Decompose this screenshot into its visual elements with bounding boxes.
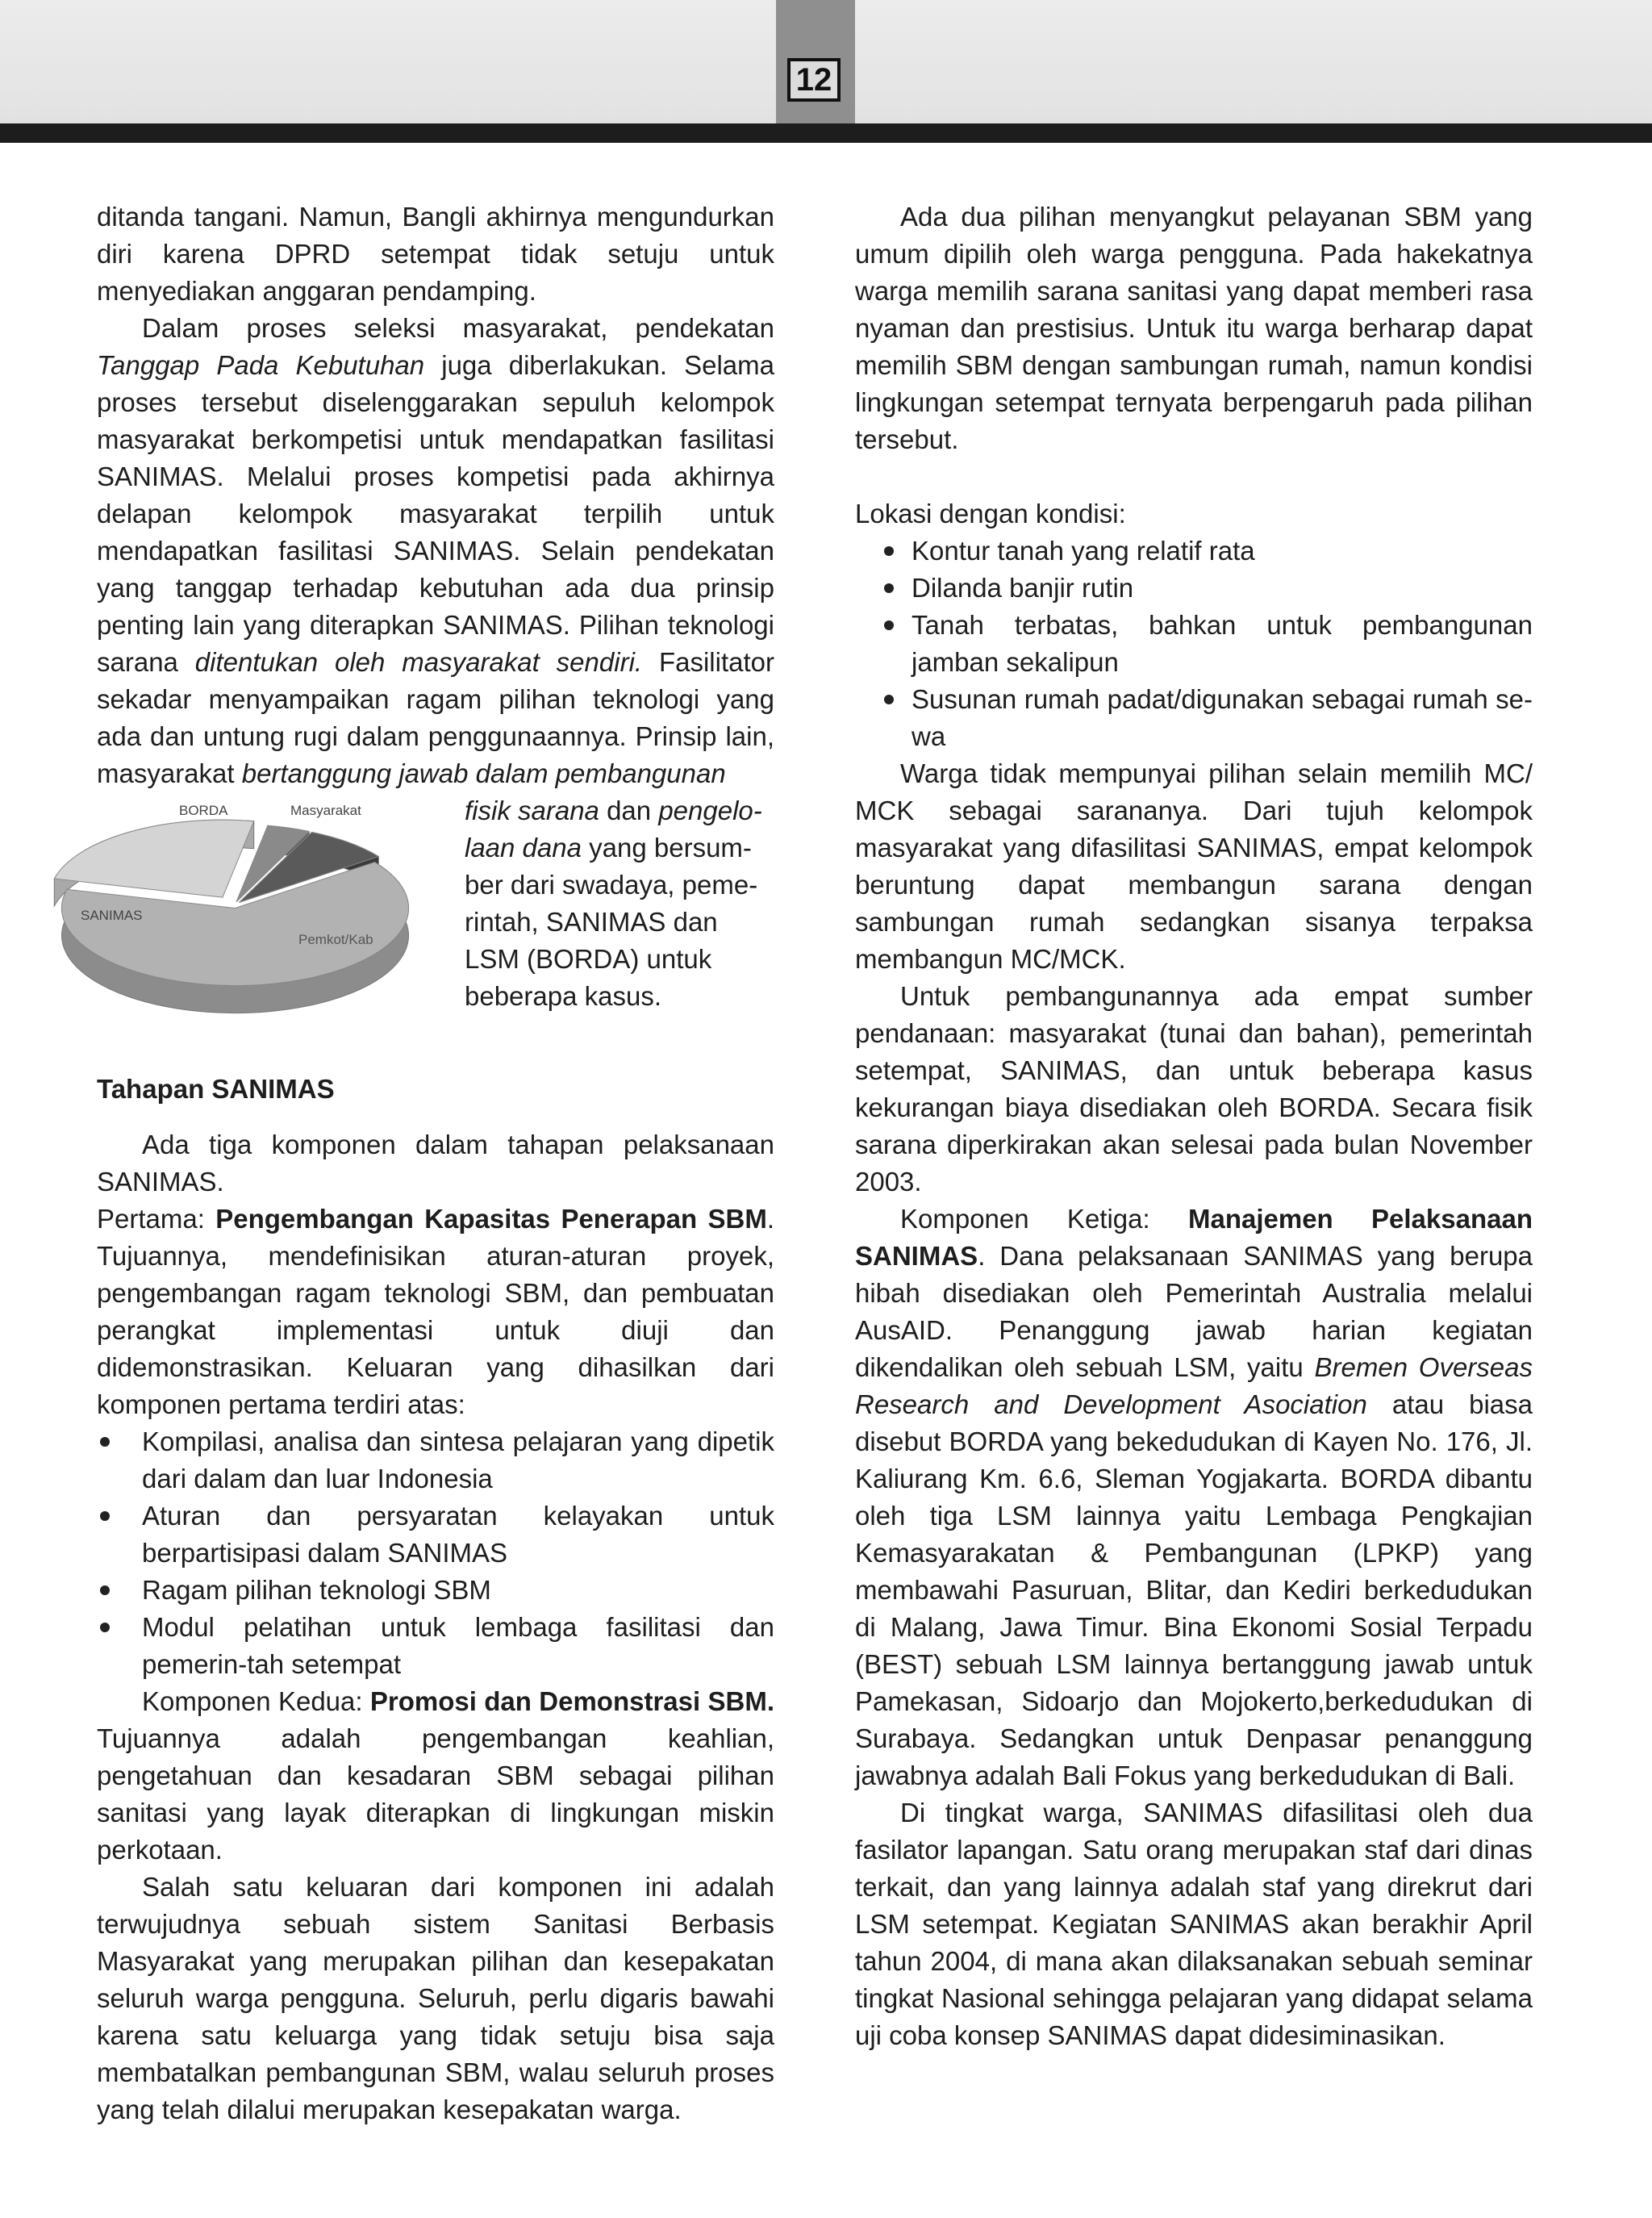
list-item: Ragam pilihan teknologi SBM: [97, 1572, 774, 1609]
left-bullet-list: [97, 1423, 774, 1683]
float-text: fisik sarana dan pengelo-laan dana yang bersum-ber dari swadaya, peme-rintah, SANIMAS dan LSM (BORDA) untuk beberapa kasus.: [465, 796, 762, 1011]
pie-label-borda: BORDA: [179, 803, 228, 818]
header-rule: [0, 123, 1652, 143]
list-item: Susunan rumah padat/digunakan sebagai rumah se-wa: [855, 681, 1533, 755]
left-paragraph-2: Dalam proses seleksi masyarakat, pendekatan Tanggap Pada Kebutuhan juga diberlakukan. Selama proses tersebut diselenggarakan sepuluh kelompok masyarakat berkompetisi untuk mendapatkan fasilitasi SANIMAS. Melalui proses kompetisi pada akhirnya delapan kelompok masyarakat terpilih untuk mendapatkan fasilitasi SANIMAS. Selain pendekatan yang tanggap terhadap kebutuhan ada dua prinsip penting lain yang diterapkan SANIMAS. Pilihan teknologi sarana ditentukan oleh masyarakat sendiri. Fasilitator sekadar menyampaikan ragam pilihan teknologi yang ada dan untung rugi dalam penggunaannya. Prinsip lain, masyarakat bertanggung jawab dalam pembangunan: [97, 313, 774, 788]
left-column: [81, 198, 775, 2128]
left-paragraph-1: ditanda tangani. Namun, Bangli akhirnya mengundurkan diri karena DPRD setempat tidak setuju untuk menyediakan anggaran pendamping.: [97, 202, 774, 306]
right-paragraph-5: Di tingkat warga, SANIMAS difasilitasi oleh dua fasilator lapangan. Satu orang merupakan staf dari dinas terkait, dan yang lainnya adalah staf yang direkrut dari LSM setempat. Kegiatan SANIMAS akan berakhir April tahun 2004, di mana akan dilaksanakan sebuah seminar tingkat Nasional sehingga pelajaran yang didapat selama uji coba konsep SANIMAS dapat didesiminasikan.: [855, 1798, 1533, 2050]
right-paragraph-1: Ada dua pilihan menyangkut pelayanan SBM yang umum dipilih oleh warga pengguna. Pada hakekatnya warga memilih sarana sanitasi yang dapat memberi rasa nyaman dan prestisius. Untuk itu warga berharap dapat memilih SBM dengan sambungan rumah, namun kondisi lingkungan setempat ternyata berpengaruh pada pilihan tersebut.: [855, 202, 1533, 454]
list-item: Dilanda banjir rutin: [855, 570, 1533, 607]
right-bullet-list: [855, 533, 1533, 755]
right-paragraph-3: Untuk pembangunannya ada empat sumber pendanaan: masyarakat (tunai dan bahan), pemerintah setempat, SANIMAS, dan untuk beberapa kasus kekurangan biaya disediakan oleh BORDA. Secara fisik sarana diperkirakan akan selesai pada bulan November 2003.: [855, 981, 1533, 1197]
left-paragraph-6: Salah satu keluaran dari komponen ini adalah terwujudnya sebuah sistem Sanitasi Berbasis Masyarakat yang merupakan pilihan dan kesepakatan seluruh warga pengguna. Seluruh, perlu digaris bawahi karena satu keluarga yang tidak setuju bisa saja membatalkan pembangunan SBM, walau seluruh proses yang telah dilalui merupakan kesepakatan warga.: [97, 1872, 774, 2124]
left-paragraph-4: Pertama: Pengembangan Kapasitas Penerapan SBM. Tujuannya, mendefinisikan aturan-aturan proyek, pengembangan ragam teknologi SBM, dan pembuatan perangkat implementasi untuk diuji dan didemonstrasikan. Keluaran yang dihasilkan dari komponen pertama terdiri atas:: [97, 1204, 774, 1419]
lokasi-label: Lokasi dengan kondisi:: [855, 499, 1126, 528]
section-heading: Tahapan SANIMAS: [97, 1074, 335, 1104]
pie-figure-block: [81, 792, 774, 1052]
list-item: Kontur tanah yang relatif rata: [855, 533, 1533, 570]
pie-label-sanimas: SANIMAS: [81, 908, 143, 923]
right-paragraph-4: Komponen Ketiga: Manajemen Pelaksanaan SANIMAS. Dana pelaksanaan SANIMAS yang berupa hibah disediakan oleh Pemerintah Australia melalui AusAID. Penanggung jawab harian kegiatan dikendalikan oleh sebuah LSM, yaitu Bremen Overseas Research and Development Asociation atau biasa disebut BORDA yang bekedudukan di Kayen No. 176, Jl. Kaliurang Km. 6.6, Sleman Yogjakarta. BORDA dibantu oleh tiga LSM lainnya yaitu Lembaga Pengkajian Kemasyarakatan & Pembangunan (LPKP) yang membawahi Pasuruan, Blitar, dan Kediri berkedudukan di Malang, Jawa Timur. Bina Ekonomi Sosial Terpadu (BEST) sebuah LSM lainnya bertanggung jawab untuk Pamekasan, Sidoarjo dan Mojokerto,berkedudukan di Surabaya. Sedangkan untuk Denpasar penanggung jawabnya adalah Bali Fokus yang berkedudukan di Bali.: [855, 1204, 1533, 1790]
left-paragraph-5: Komponen Kedua: Promosi dan Demonstrasi SBM. Tujuannya adalah pengembangan keahlian, pengetahuan dan kesadaran SBM sebagai pilihan sanitasi yang layak diterapkan di lingkungan miskin perkotaan.: [97, 1686, 775, 1865]
right-paragraph-2: Warga tidak mempunyai pilihan selain memilih MC/ MCK sebagai sarananya. Dari tujuh kelompok masyarakat yang difasilitasi SANIMAS, empat kelompok beruntung dapat membangun sarana dengan sambungan rumah sedangkan sisanya terpaksa membangun MC/MCK.: [855, 758, 1533, 974]
list-item: Aturan dan persyaratan kelayakan untuk berpartisipasi dalam SANIMAS: [97, 1497, 774, 1572]
pie-label-masyarakat: Masyarakat: [290, 803, 361, 818]
list-item: Tanah terbatas, bahkan untuk pembangunan jamban sekalipun: [855, 607, 1533, 681]
right-column: [855, 198, 1533, 2054]
pie-chart: [32, 792, 419, 1052]
pie-label-pemkot-kab: Pemkot/Kab: [298, 932, 373, 947]
list-item: Modul pelatihan untuk lembaga fasilitasi dan pemerin-tah setempat: [97, 1609, 774, 1683]
left-paragraph-3: Ada tiga komponen dalam tahapan pelaksanaan SANIMAS.: [97, 1130, 774, 1197]
list-item: Kompilasi, analisa dan sintesa pelajaran yang dipetik dari dalam dan luar Indonesia: [97, 1423, 774, 1497]
page-number: 12: [787, 58, 841, 102]
pie-chart-svg: [32, 792, 419, 1052]
